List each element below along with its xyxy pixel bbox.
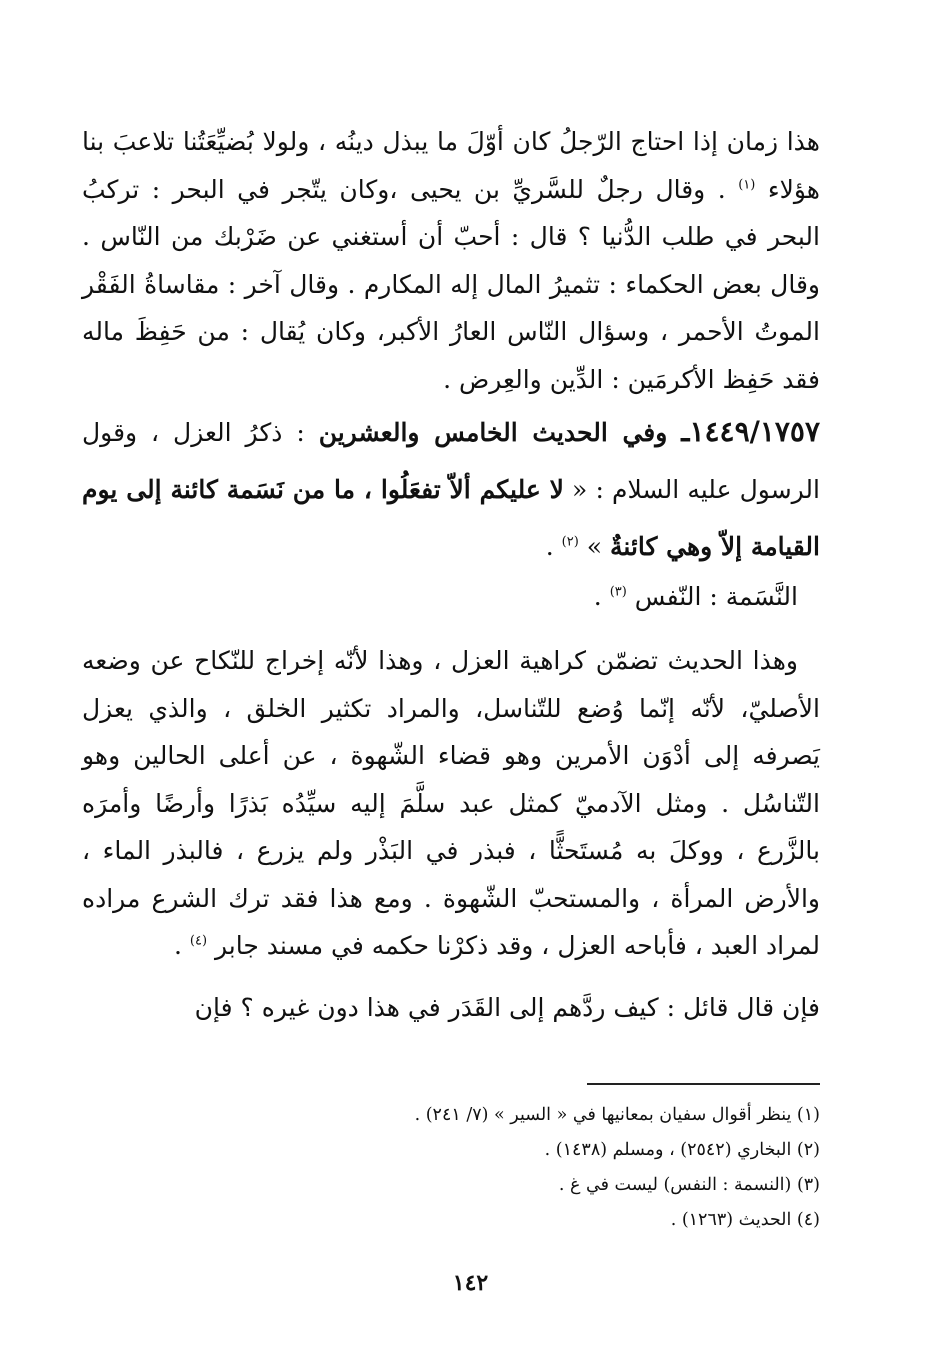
footnote-ref-4: (٤) [189, 933, 208, 949]
paragraph-3: فإن قال قائل : كيف ردَّهم إلى القَدَر في هذا دون غيره ؟ فإن [194, 992, 820, 1022]
footnote-separator [587, 1083, 820, 1085]
hadith-heading: وفي الحديث الخامس والعشرين [318, 418, 668, 447]
gloss-text: النَّسَمة : النّفس [634, 582, 798, 611]
footnote-2: (٢) البخاري (٢٥٤٢) ، ومسلم (١٤٣٨) . [544, 1140, 820, 1160]
paragraph-2 [82, 637, 820, 970]
hadith-entry [82, 403, 820, 575]
hadith-number: ١٤٤٩/١٧٥٧ـ [681, 415, 820, 448]
hadith-quote-close: » [586, 532, 603, 561]
footnote-ref-1: (١) [738, 177, 756, 193]
footnote-4: (٤) الحديث (١٢٦٣) . [670, 1210, 820, 1230]
gloss-line [82, 575, 820, 619]
footnote-ref-2: (٢) [561, 534, 579, 550]
main-text [82, 118, 820, 1031]
footnote-1: (١) ينظر أقوال سفيان بمعانيها في « السير » (٧/ ٢٤١) . [414, 1105, 820, 1125]
footnote-ref-3: (٣) [609, 584, 627, 600]
hadith-end: . [545, 532, 554, 561]
footnotes [300, 1098, 820, 1238]
footnote-3: (٣) (النسمة : النفس) ليست في غ . [558, 1175, 820, 1195]
paragraph-1 [82, 118, 820, 403]
paragraph-1-continuation: . وقال رجلٌ للسَّريِّ بن يحيى ،وكان يتّجر في البحر : تركبُ البحر في طلب الدُّنيا ؟ قال : أحبّ أن أستغني عن ضَرْبك من النّاس . وقال بعض الحكماء : تثميرُ المال إله المكارم . وقال آخر : مقاساةُ الفَقْر الموتُ الأحمر ، وسؤال النّاس العارُ الأكبر، وكان يُقال : من حَفِظَ ماله فقد حَفِظ الأكرمَين : الدِّين والعِرض . [82, 174, 820, 394]
paragraph-2-end: . [173, 931, 182, 960]
page-number: ١٤٢ [452, 1270, 489, 1296]
paragraph-1-text: هذا زمان إذا احتاج الرّجلُ كان أوّلَ ما يبذل دينُه ، ولولا بُضيِّعَتُنا تلاعبَ بنا هؤلاء [82, 127, 820, 204]
hadith-intro: : ذكرُ العزل ، وقول الرسول عليه السلام : « [82, 418, 820, 504]
hadith-quote: لا عليكم ألاّ تفعَلُوا ، ما من نَسَمة كائنة إلى يوم القيامة إلاّ وهي كائنةٌ [82, 475, 820, 561]
paragraph-2-text: وهذا الحديث تضمّن كراهية العزل ، وهذا لأنّه إخراج للنّكاح عن وضعه الأصليّ، لأنّه إنّما وُضع للتّناسل، والمراد تكثير الخلق ، والذي يعزل يَصرفه إلى أدْوَن الأمرين وهو قضاء الشّهوة ، عن أعلى الحالين وهو التّناسُل . ومثل الآدميّ كمثل عبد سلَّمَ إليه سيِّدُه بَذرًا وأرضًا وأمرَه بالزَّرع ، ووكلَ به مُستَحثًّا ، فبذر في البَذْر ولم يزرع ، فالبذر الماء ، والأرض المرأة ، والمستحبّ الشّهوة . ومع هذا فقد ترك الشرع مراده لمراد العبد ، فأباحه العزل ، وقد ذكرْنا حكمه في مسند جابر [82, 646, 820, 960]
gloss-end: . [593, 582, 602, 611]
